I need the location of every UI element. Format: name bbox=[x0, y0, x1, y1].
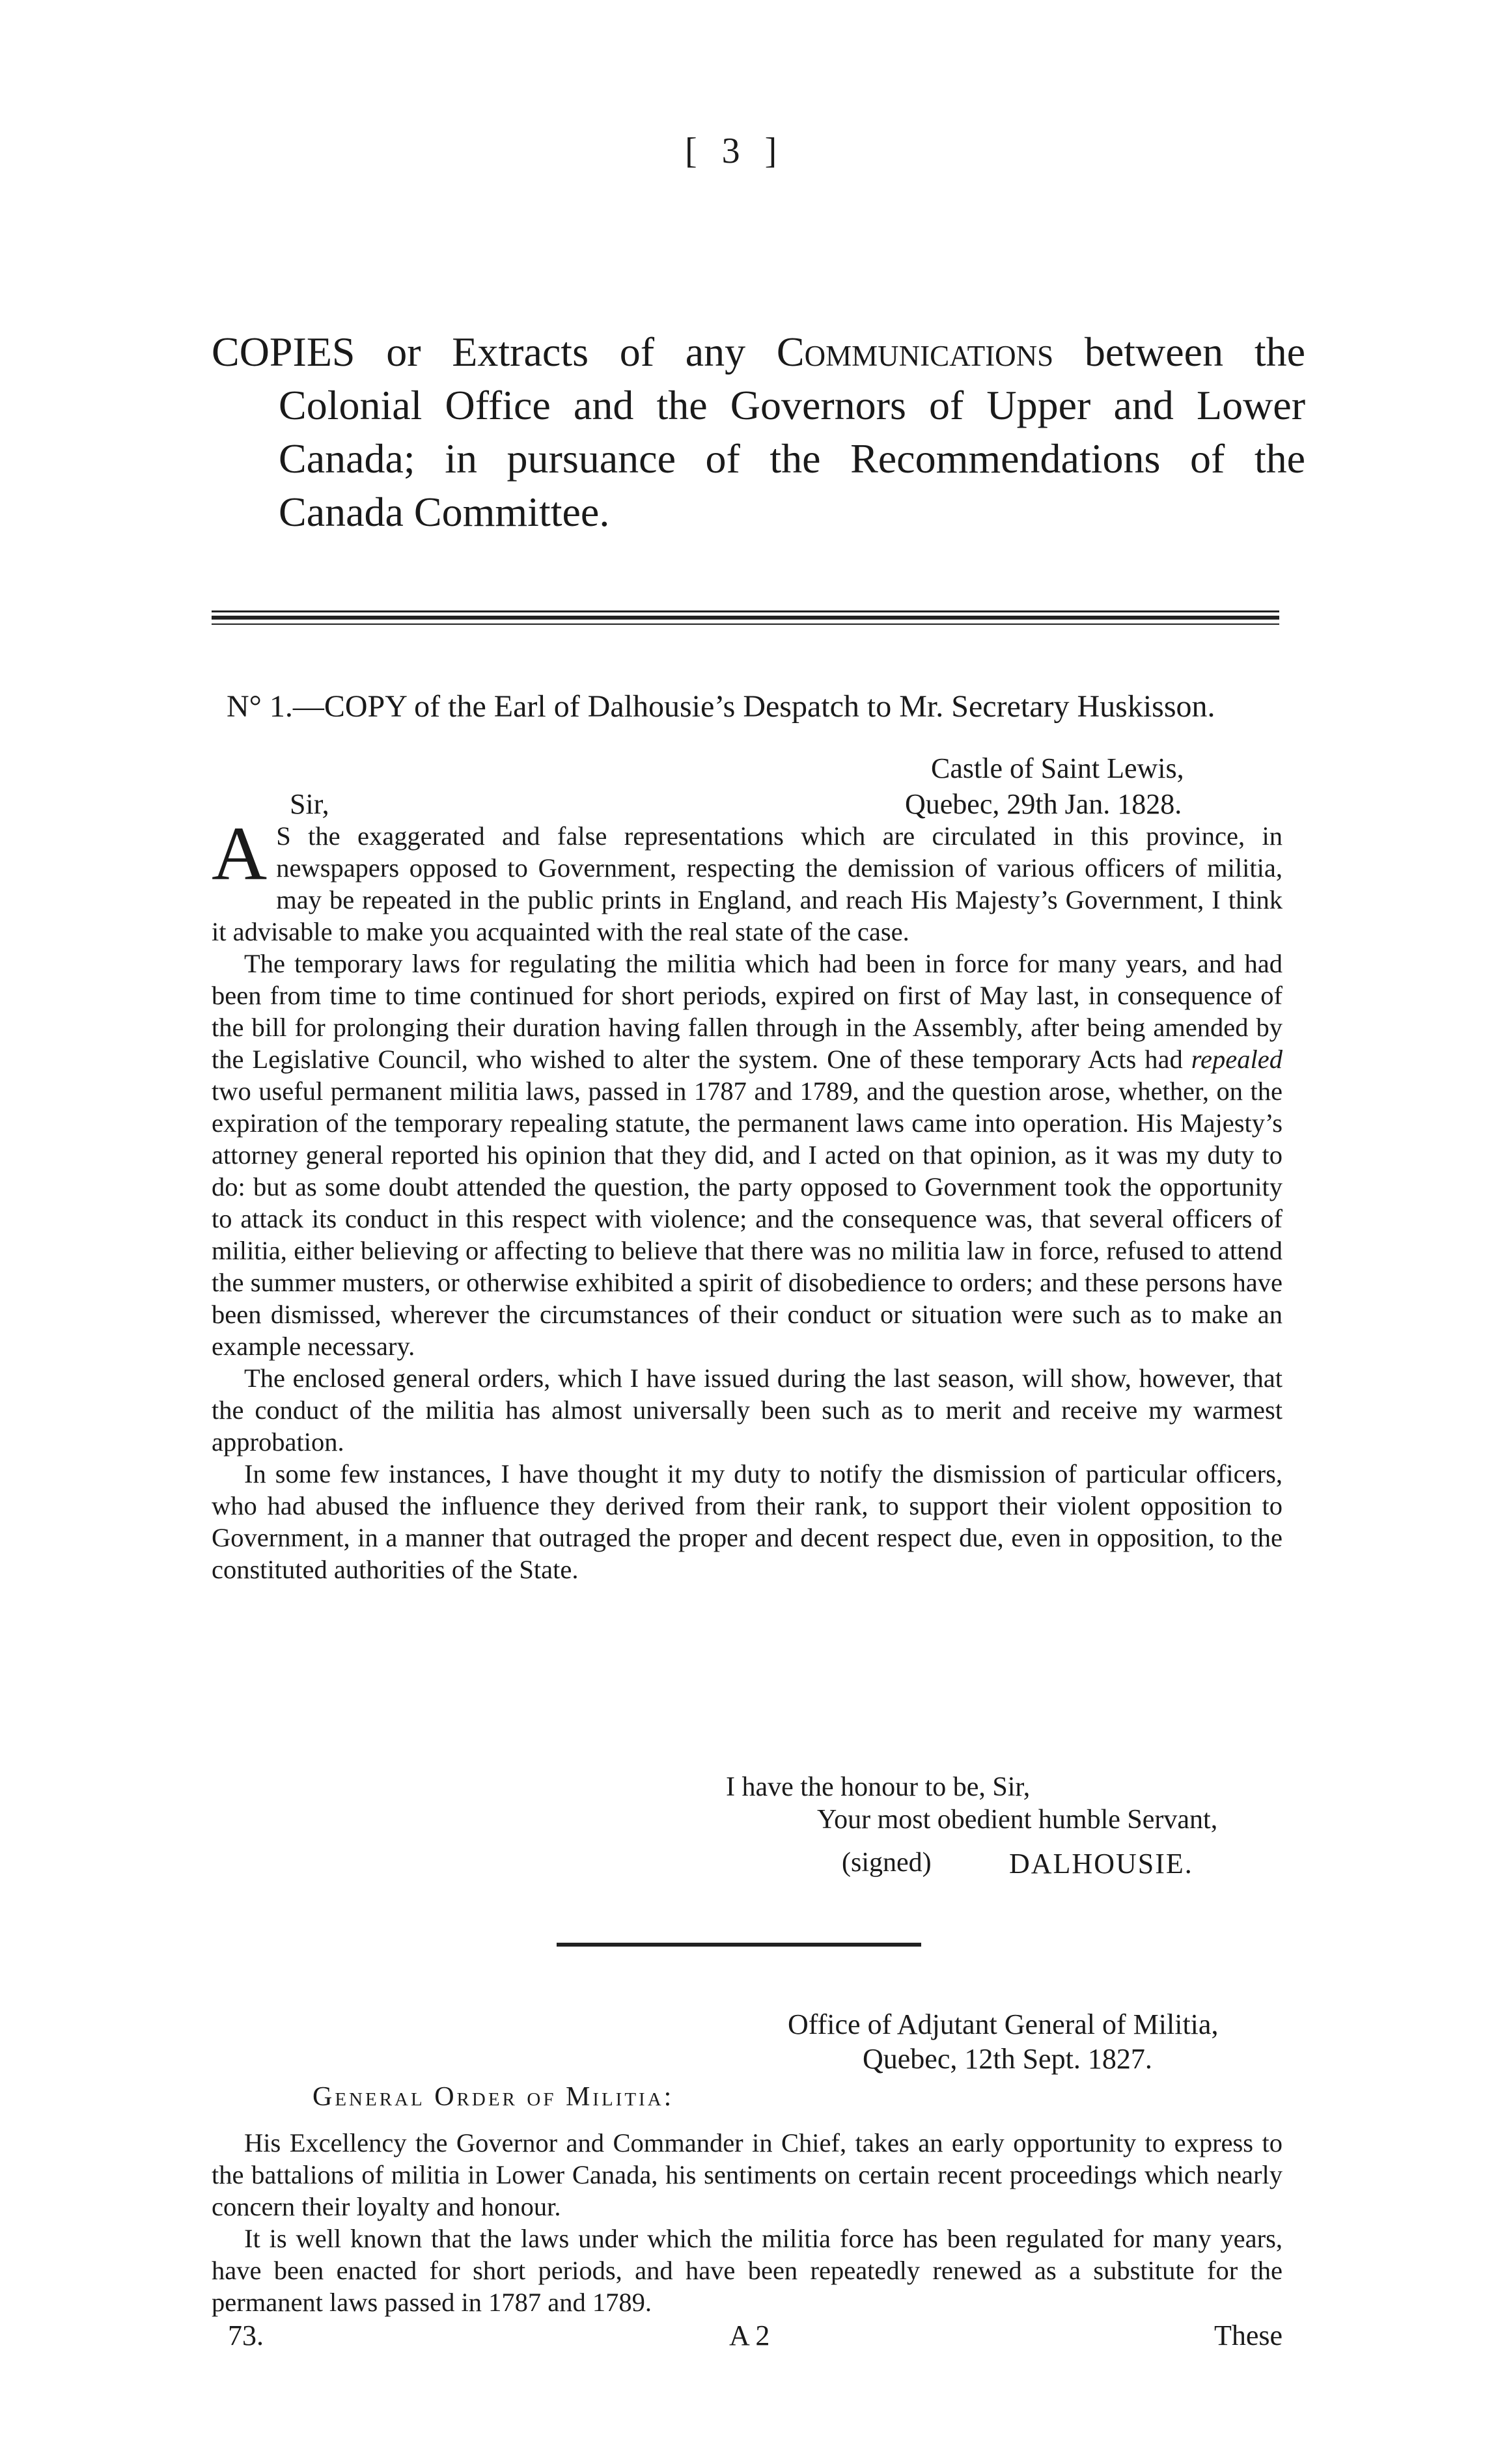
footer-catchword: These bbox=[1214, 2320, 1283, 2351]
page-number: [ 3 ] bbox=[685, 131, 785, 171]
title-small-caps: Communications bbox=[776, 329, 1054, 375]
letter-salutation: Sir, bbox=[290, 788, 329, 820]
title-rule-thin-top bbox=[212, 610, 1279, 612]
order-date: Quebec, 12th Sept. 1827. bbox=[863, 2043, 1152, 2075]
order-paragraph-2: It is well known that the laws under which the militia force has been regulated for many years, have been enacted for short periods, and have been repeatedly renewed as a substitute for the permanent laws passed in 1787 and 1789. bbox=[212, 2224, 1283, 2317]
title-part-1: COPIES or Extracts of any bbox=[212, 329, 777, 375]
para2-text-b: two useful permanent militia laws, passed in 1787 and 1789, and the question arose, whether, on the expiration of the temporary repealing statute, the permanent laws came into operation. His Majesty’s attorney general reported his opinion that they did, and I acted on that opinion, as it was my duty to do: but as some doubt attended the question, the party opposed to Government took the opportunity to attack its conduct in this respect with violence; and the consequence was, that several officers of militia, either believing or affecting to believe that there was no militia law in force, refused to attend the summer musters, or otherwise exhibited a spirit of disobedience to orders; and these persons have been dismissed, wherever the circumstances of their conduct or situation were such as to make an example necessary. bbox=[212, 1076, 1283, 1361]
order-body bbox=[212, 2127, 1283, 2318]
letter-heading: N° 1.—COPY of the Earl of Dalhousie’s Despatch to Mr. Secretary Huskisson. bbox=[227, 689, 1215, 724]
document-title bbox=[212, 325, 1305, 539]
letter-body bbox=[212, 811, 1283, 1585]
letter-paragraph-4: In some few instances, I have thought it my duty to notify the dismission of particular officers, who had abused the influence they derived from their rank, to support their violent opposition to Government, in a manner that outraged the proper and decent respect due, even in opposition, to the constituted authorities of the State. bbox=[212, 1459, 1283, 1584]
para2-text-a: The temporary laws for regulating the militia which had been in force for many years, and had been from time to time continued for short periods, expired on first of May last, in consequence of the bill for prolonging their duration having fallen through in the Assembly, after being amended by the Legislative Council, who wished to alter the system. One of these temporary Acts had bbox=[212, 949, 1283, 1074]
signed-label: (signed) bbox=[842, 1848, 932, 1878]
title-part-2: between the Colonial Office and the Governors of Upper and Lower Canada; in pursuance of the Recommendations of the Canada Committee. bbox=[279, 329, 1306, 535]
footer-signature-mark: A 2 bbox=[729, 2320, 770, 2351]
letter-paragraph-1 bbox=[212, 811, 1283, 948]
order-paragraph-1: His Excellency the Governor and Commander in Chief, takes an early opportunity to express to the battalions of militia in Lower Canada, his sentiments on certain recent proceedings which nearly concern their loyalty and honour. bbox=[212, 2128, 1283, 2221]
para2-emphasis: repealed bbox=[1191, 1045, 1283, 1074]
closing-line-2: Your most obedient humble Servant, bbox=[817, 1805, 1218, 1835]
title-rule-thick bbox=[212, 616, 1279, 620]
section-divider bbox=[557, 1943, 921, 1947]
letter-date: Quebec, 29th Jan. 1828. bbox=[905, 788, 1182, 820]
order-office: Office of Adjutant General of Militia, bbox=[788, 2008, 1219, 2040]
footer-number: 73. bbox=[228, 2320, 264, 2351]
closing-line-1: I have the honour to be, Sir, bbox=[726, 1772, 1031, 1802]
letter-paragraph-3: The enclosed general orders, which I have issued during the last season, will show, however, that the conduct of the militia has almost universally been such as to merit and receive my warmest approbation. bbox=[212, 1363, 1283, 1457]
title-rule-thin-bottom bbox=[212, 623, 1279, 625]
order-heading: General Order of Militia: bbox=[312, 2082, 674, 2112]
signature-name: DALHOUSIE. bbox=[1009, 1848, 1193, 1880]
drop-cap: A bbox=[212, 811, 268, 896]
letter-paragraph-2 bbox=[212, 948, 1283, 1362]
letter-place: Castle of Saint Lewis, bbox=[931, 752, 1184, 784]
letter-paragraph-1-text: S the exaggerated and false representations which are circulated in this province, in newspapers opposed to Government, respecting the demission of various officers of militia, may be repeated in the public prints in England, and reach His Majesty’s Government, I think it advisable to make you acquainted with the real state of the case. bbox=[212, 821, 1283, 946]
